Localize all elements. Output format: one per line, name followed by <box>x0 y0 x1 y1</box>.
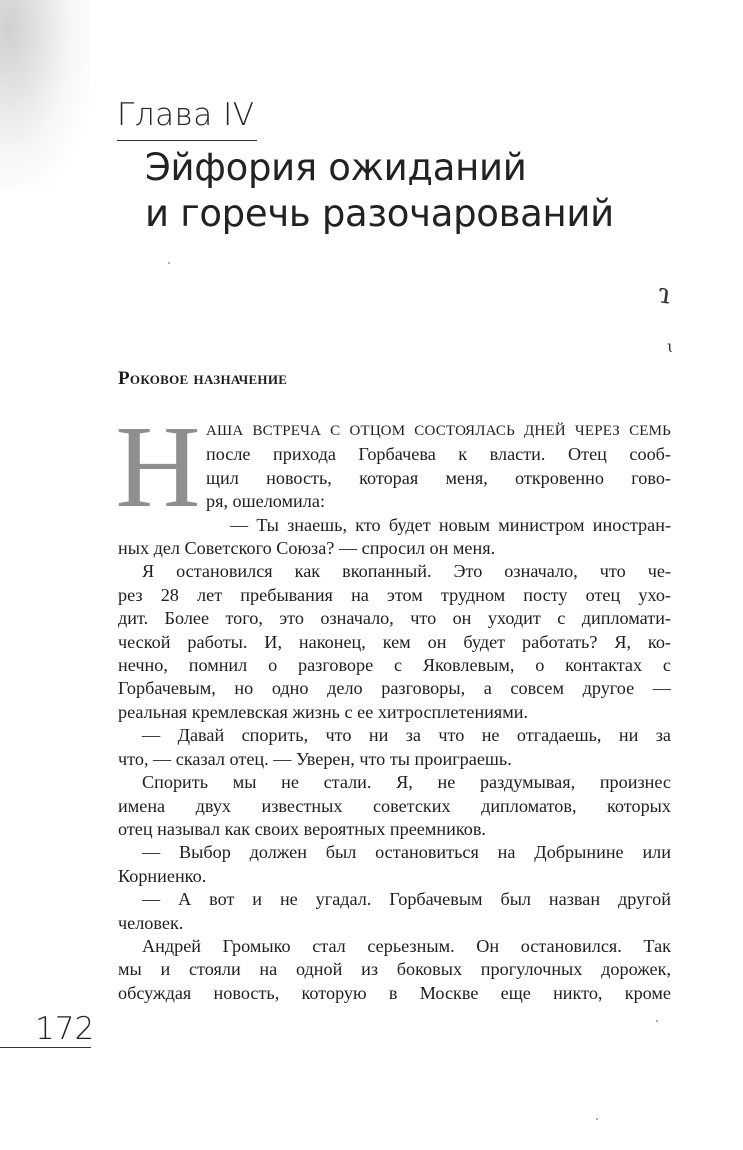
text-line: отец называл как своих вероятных преемников. <box>118 818 486 839</box>
text-line: что, — сказал отец. — Уверен, что ты проиграешь. <box>118 748 512 769</box>
lead-line: ря, ошеломила: <box>206 491 325 512</box>
text-line: реальная кремлевская жизнь с ее хитросплетениями. <box>118 701 529 722</box>
scan-mark: ɩ <box>667 337 674 356</box>
text-line: — Давай спорить, что ни за что не отгадаешь, ни за <box>142 725 671 746</box>
scan-speck <box>656 1020 658 1022</box>
paragraph <box>118 724 671 771</box>
chapter-title-line: и горечь разочарований <box>145 192 614 235</box>
page-number-rule <box>0 1047 91 1048</box>
scan-mark: ɿ <box>655 276 673 311</box>
paragraph <box>118 514 671 561</box>
chapter-title <box>145 145 614 237</box>
section-heading: Роковое назначение <box>118 368 288 389</box>
drop-cap: Н <box>115 401 201 532</box>
text-line: Горбачевым, но одно дело разговоры, а совсем другое — <box>118 678 671 699</box>
text-line: — Ты знаешь, кто будет новым министром иностран- <box>230 514 671 535</box>
text-line: дит. Более того, это означало, что он уходит с дипломати- <box>118 608 671 629</box>
body-text <box>115 401 671 1005</box>
lead-line: щил новость, которая меня, откровенно гово- <box>206 467 671 488</box>
text-line: Андрей Громыко стал серьезным. Он остановился. Так <box>142 935 671 956</box>
page-number: 172 <box>35 1011 95 1047</box>
chapter-title-line: Эйфория ожиданий <box>145 146 527 189</box>
text-line: имена двух известных советских дипломатов, которых <box>118 795 671 816</box>
paragraph <box>118 771 671 841</box>
text-line: мы и стояли на одной из боковых прогулочных дорожек, <box>118 959 671 980</box>
text-line: ных дел Советского Союза? — спросил он меня. <box>118 538 496 559</box>
paragraph <box>118 841 671 888</box>
scan-speck <box>168 262 170 264</box>
chapter-label: Глава IV <box>117 97 255 133</box>
text-line: нечно, помнил о разговоре с Яковлевым, о контактах с <box>118 655 671 676</box>
paragraph <box>118 935 671 1005</box>
scan-shadow <box>0 0 90 190</box>
lead-line: после прихода Горбачева к власти. Отец сооб- <box>206 444 671 465</box>
text-line: рез 28 лет пребывания на этом трудном посту отец ухо- <box>118 584 671 605</box>
text-line: обсуждая новость, которую в Москве еще никто, кроме <box>118 982 671 1003</box>
text-line: — Выбор должен был остановиться на Добрынине или <box>142 842 671 863</box>
text-line: Я остановился как вкопанный. Это означало, что че- <box>142 561 671 582</box>
text-line: Спорить мы не стали. Я, не раздумывая, произнес <box>142 772 671 793</box>
text-line: — А вот и не угадал. Горбачевым был назван другой <box>142 889 671 910</box>
scan-speck <box>596 1118 598 1120</box>
paragraph <box>118 560 671 724</box>
paragraph <box>118 888 671 935</box>
lead-line: АША ВСТРЕЧА С ОТЦОМ СОСТОЯЛАСЬ ДНЕЙ ЧЕРЕЗ СЕМЬ <box>206 423 671 439</box>
paragraphs <box>118 514 671 1006</box>
text-line: ческой работы. И, наконец, кем он будет работать? Я, ко- <box>118 631 671 652</box>
chapter-rule <box>117 140 257 141</box>
text-line: Корниенко. <box>118 865 207 886</box>
text-line: человек. <box>118 912 184 933</box>
